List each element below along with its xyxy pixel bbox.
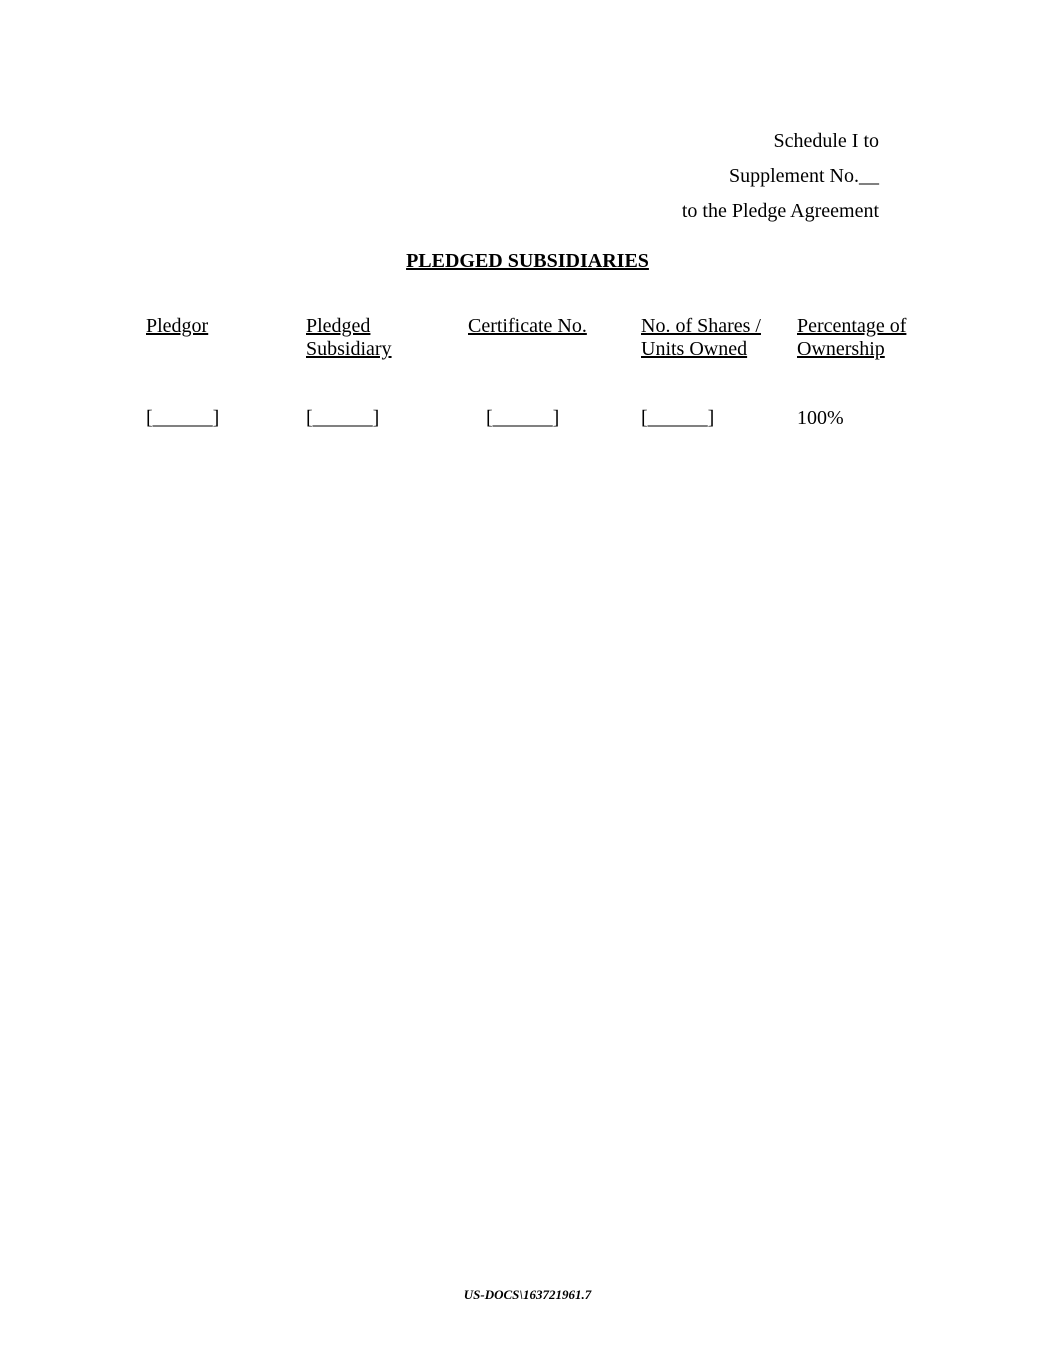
column-header-line: Pledged	[306, 315, 371, 337]
document-title: PLEDGED SUBSIDIARIES	[406, 250, 649, 272]
column-header-line: Certificate No.	[468, 315, 587, 337]
supplement-line: Supplement No.__	[729, 165, 879, 187]
cell-certificate-no: [______]	[486, 407, 560, 429]
column-header-shares-owned	[641, 315, 761, 361]
column-header-line: No. of Shares /	[641, 315, 761, 337]
column-header-line: Subsidiary	[306, 338, 392, 360]
column-header-line: Pledgor	[146, 315, 209, 337]
column-header-percentage-ownership	[797, 315, 906, 361]
document-footer-id: US-DOCS\163721961.7	[463, 1287, 592, 1302]
column-header-certificate-no	[468, 315, 587, 338]
agreement-line: to the Pledge Agreement	[681, 200, 879, 222]
schedule-line: Schedule I to	[773, 130, 879, 152]
column-header-pledged-subsidiary	[306, 315, 392, 361]
cell-pledged-subsidiary: [______]	[306, 407, 380, 429]
cell-pledgor: [______]	[146, 407, 220, 429]
column-header-line: Units Owned	[641, 338, 748, 360]
column-header-pledgor	[146, 315, 208, 338]
cell-percentage-ownership: 100%	[797, 407, 844, 429]
column-header-line: Ownership	[797, 338, 885, 360]
column-header-line: Percentage of	[797, 315, 907, 337]
schedule-header	[682, 124, 879, 229]
cell-shares-owned: [______]	[641, 407, 715, 429]
